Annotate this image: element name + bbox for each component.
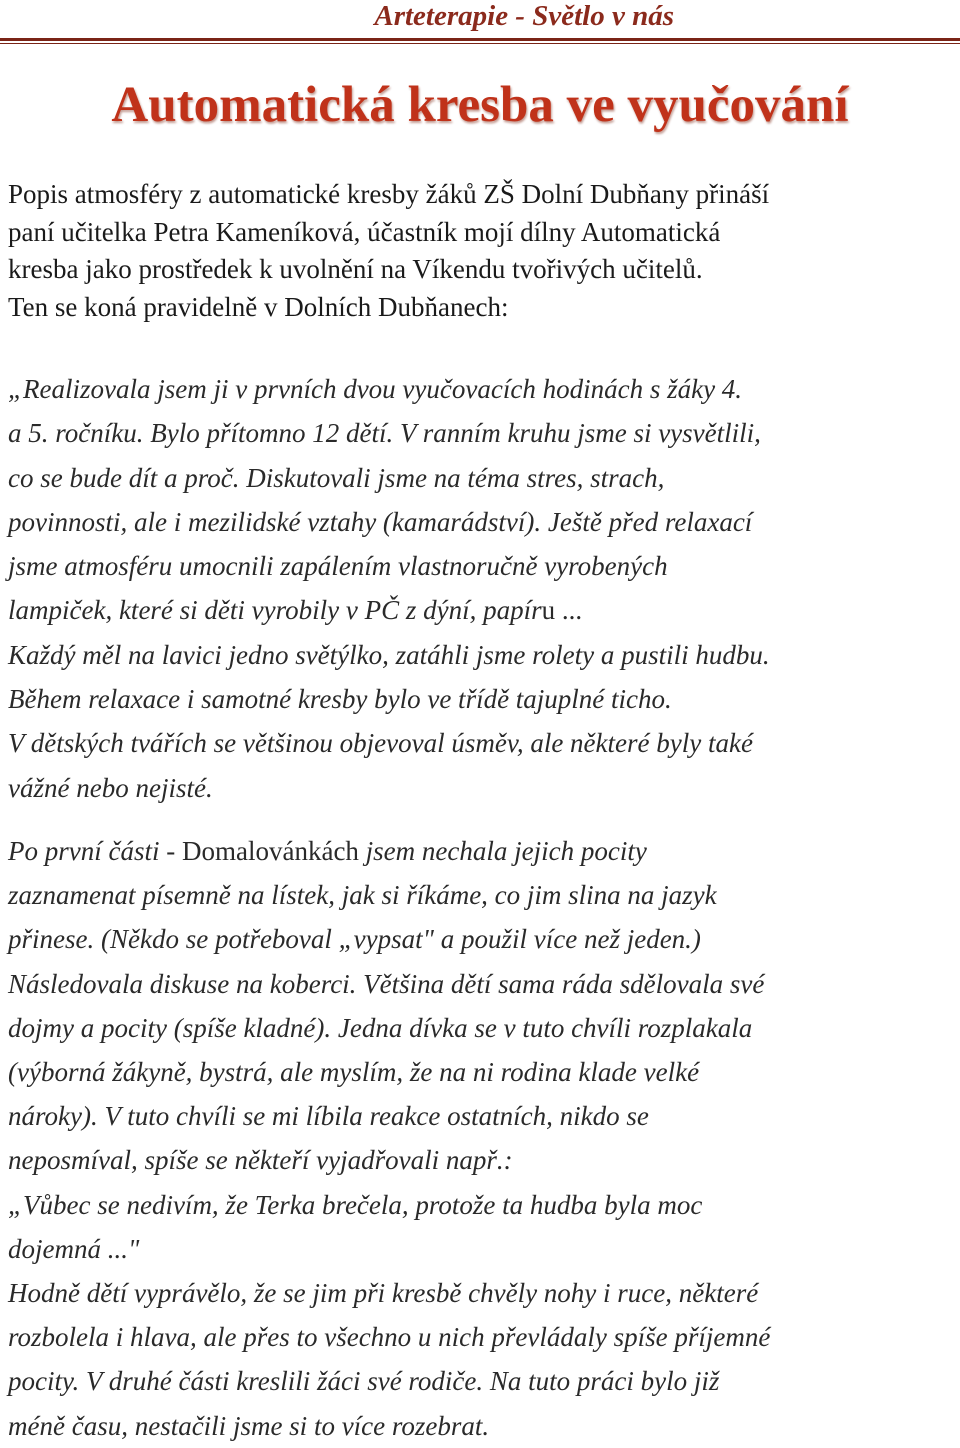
second-line: pocity. V druhé části kreslili žáci své rodiče. Na tuto práci bylo již — [8, 1366, 720, 1397]
second-line: (výborná žákyně, bystrá, ale myslím, že na ni rodina klade velké — [8, 1057, 700, 1088]
quote-line: jsme atmosféru umocnili zapálením vlastnoručně vyrobených — [8, 551, 668, 582]
second-line: přinese. (Někdo se potřeboval „vypsat" a použil více než jeden.) — [8, 924, 701, 955]
second-line: neposmíval, spíše se někteří vyjadřovali např.: — [8, 1145, 513, 1176]
second-line: zaznamenat písemně na lístek, jak si říkáme, co jim slina na jazyk — [8, 880, 717, 911]
second-line-part: Po první části - — [8, 836, 182, 866]
quote-line-part: lampiček, které si děti vyrobily v PČ z dýní, papír — [8, 595, 542, 626]
second-paragraph — [8, 829, 958, 1448]
intro-line: paní učitelka Petra Kameníková, účastník mojí dílny Automatická — [8, 216, 721, 247]
second-line-part: jsem nechala jejich pocity — [358, 836, 647, 866]
quote-line: a 5. ročníku. Bylo přítomno 12 dětí. V ranním kruhu jsme si vysvětlili, — [8, 418, 761, 449]
quote-line: povinnosti, ale i mezilidské vztahy (kamarádství). Ještě před relaxací — [8, 506, 753, 537]
second-line: Následovala diskuse na koberci. Většina dětí sama ráda sdělovala své — [8, 968, 765, 999]
quote-paragraph — [8, 367, 958, 810]
quote-line: „Realizovala jsem ji v prvních dvou vyučovacích hodinách s žáky 4. — [8, 374, 743, 404]
quote-line: V dětských tvářích se většinou objevoval úsměv, ale některé byly také — [8, 728, 753, 759]
second-line: dojmy a pocity (spíše kladné). Jedna dívka se v tuto chvíli rozplakala — [8, 1012, 753, 1043]
second-line: Hodně dětí vyprávělo, že se jim při kresbě chvěly nohy i ruce, některé — [8, 1278, 759, 1309]
second-line-part: Domalovánkách — [181, 836, 359, 866]
quote-line-part: u ... — [541, 595, 583, 626]
intro-line: Ten se koná pravidelně v Dolních Dubňanech: — [8, 291, 509, 322]
quote-line: vážné nebo nejisté. — [8, 772, 213, 803]
header-divider — [0, 38, 960, 41]
second-line: „Vůbec se nedivím, že Terka brečela, protože ta hudba byla moc — [8, 1189, 703, 1220]
quote-line — [8, 588, 958, 632]
second-line: rozbolela i hlava, ale přes to všechno u nich převládaly spíše příjemné — [8, 1322, 771, 1353]
second-line — [8, 829, 958, 873]
second-line: dojemná ..." — [8, 1233, 140, 1264]
quote-line: Každý měl na lavici jedno světýlko, zatáhli jsme rolety a pustili hudbu. — [8, 639, 770, 670]
quote-line: Během relaxace i samotné kresby bylo ve třídě tajuplné ticho. — [8, 684, 672, 715]
intro-paragraph — [8, 176, 958, 326]
intro-line: Popis atmosféry z automatické kresby žáků ZŠ Dolní Dubňany přináší — [8, 179, 770, 209]
article-title: Automatická kresba ve vyučování — [111, 77, 849, 133]
intro-line: kresba jako prostředek k uvolnění na Víkendu tvořivých učitelů. — [8, 254, 703, 284]
header-title: Arteterapie - Světlo v nás — [374, 0, 674, 32]
second-line: méně času, nestačili jsme si to více rozebrat. — [8, 1410, 490, 1441]
quote-line: co se bude dít a proč. Diskutovali jsme na téma stres, strach, — [8, 462, 665, 493]
second-line: nároky). V tuto chvíli se mi líbila reakce ostatních, nikdo se — [8, 1101, 649, 1132]
